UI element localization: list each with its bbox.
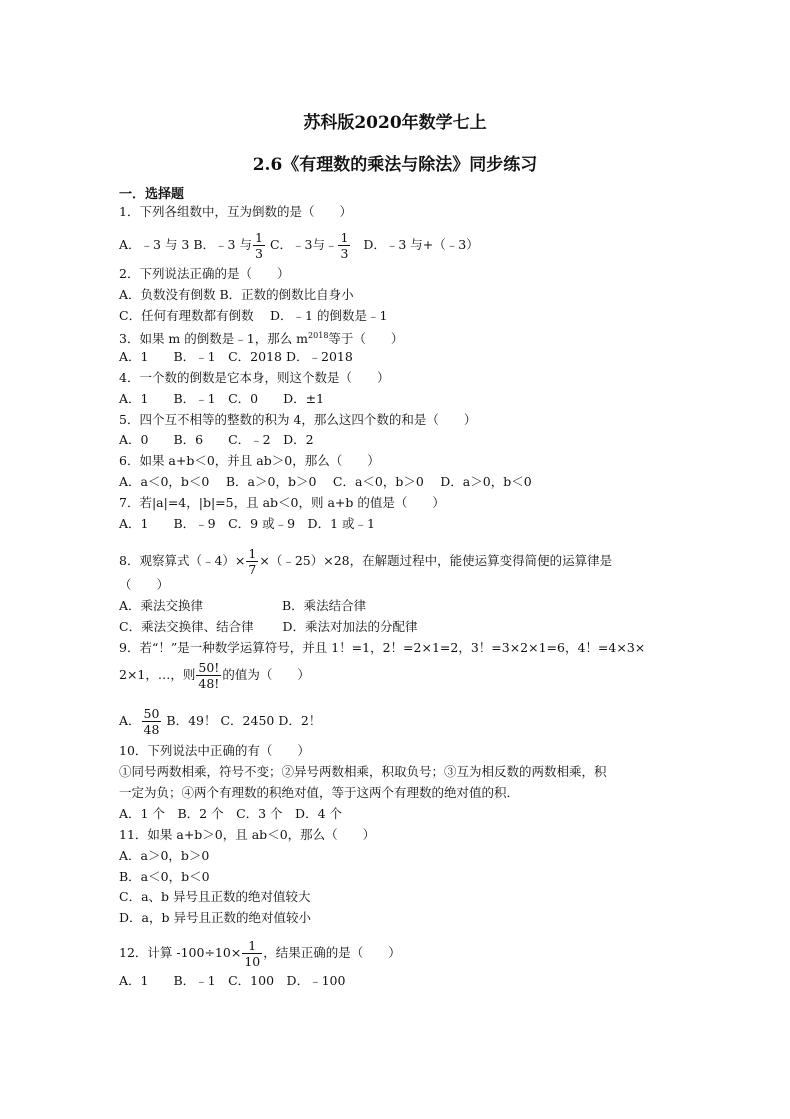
q12-stem: 12．计算 -100÷10× $\frac{1}{10}$ ，结果正确的是（ ） <box>119 938 401 969</box>
q9-stem-line2: 2×1，…，则 $\frac{50!}{48!}$ 的值为（ ） <box>119 660 310 691</box>
q7-options: A．1 B．﹣9 C．9 或﹣9 D．1 或﹣1 <box>119 516 375 531</box>
fraction: $\frac{1}{7}$ <box>248 546 257 577</box>
q10-statements-line1: ①同号两数相乘，符号不变；②异号两数相乘，积取负号；③互为相反数的两数相乘，积 <box>119 764 607 779</box>
q7-stem: 7．若|a|=4，|b|=5，且 ab＜0，则 a+b 的值是（ ） <box>119 495 445 510</box>
q10-statements-line2: 一定为负；④两个有理数的积绝对值，等于这两个有理数的绝对值的积． <box>119 785 520 800</box>
fraction: $\frac{1}{3}$ <box>340 230 349 261</box>
q2-options-line2: C．任何有理数都有倒数 D．﹣1 的倒数是﹣1 <box>119 308 388 323</box>
q8-options-line1: A．乘法交换律 B．乘法结合律 <box>119 598 367 613</box>
q2-stem: 2．下列说法正确的是（ ） <box>119 266 290 281</box>
q6-options: A．a＜0，b＜0 B．a＞0，b＞0 C．a＜0，b＞0 D．a＞0，b＜0 <box>119 474 532 489</box>
q3-stem: 3．如果 m 的倒数是﹣1，那么 $m^{2018}$等于（ ） <box>119 331 404 347</box>
q4-options: A．1 B．﹣1 C．0 D．±1 <box>119 391 325 406</box>
q8-options-line2: C．乘法交换律、结合律 D．乘法对加法的分配律 <box>119 619 418 634</box>
q8-stem: 8．观察算式（﹣4）× $\frac{1}{7}$ ×（﹣25）×28，在解题过程中，能使运算变得简便的运算律是 <box>119 546 613 577</box>
doc-subtitle: 2.6《有理数的乘法与除法》同步练习 <box>252 155 538 175</box>
q3-options: A．1 B．﹣1 C．2018 D．﹣2018 <box>119 349 353 364</box>
q8-blank: （ ） <box>119 577 170 592</box>
q11-option-a: A．a＞0，b＞0 <box>119 848 210 863</box>
q11-option-d: D．a，b 异号且正数的绝对值较小 <box>119 910 311 925</box>
q5-options: A．0 B．6 C．﹣2 D．2 <box>119 432 314 447</box>
q9-options: A． $\frac{50}{48}$ B．49！ C．2450 D．2！ <box>119 706 322 737</box>
q1-option-d: D．﹣3 与+（﹣3） <box>363 237 479 252</box>
q5-stem: 5．四个互不相等的整数的积为 4，那么这四个数的和是（ ） <box>119 412 477 427</box>
doc-title: 苏科版2020年数学七上 <box>303 113 487 133</box>
q4-stem: 4．一个数的倒数是它本身，则这个数是（ ） <box>119 370 390 385</box>
fraction: $\frac{50!}{48!}$ <box>198 660 220 691</box>
section-heading: 一．选择题 <box>119 187 185 202</box>
q11-option-c: C．a、b 异号且正数的绝对值较大 <box>119 889 311 904</box>
q1-option-a: A．﹣3 与 3 <box>119 237 190 252</box>
q12-options: A．1 B．﹣1 C．100 D．﹣100 <box>119 973 346 988</box>
fraction: $\frac{1}{10}$ <box>244 938 261 969</box>
q11-option-b: B．a＜0，b＜0 <box>119 869 210 884</box>
fraction: $\frac{1}{3}$ <box>255 230 263 261</box>
q11-stem: 11．如果 a+b＞0，且 ab＜0，那么（ ） <box>119 827 376 842</box>
fraction: $\frac{50}{48}$ <box>143 706 160 737</box>
q2-options-line1: A．负数没有倒数 B．正数的倒数比自身小 <box>119 287 354 302</box>
q10-stem: 10．下列说法中正确的有（ ） <box>119 743 310 758</box>
q1-options <box>119 230 479 261</box>
q1-stem: 1．下列各组数中，互为倒数的是（ ） <box>119 204 352 219</box>
q1-option-b: B．﹣3 与 $\frac{1}{3}$ <box>193 230 263 261</box>
q6-stem: 6．如果 a+b＜0，并且 ab＞0，那么（ ） <box>119 453 380 468</box>
q9-stem-line1: 9．若“！”是一种数学运算符号，并且 1！=1，2！=2×1=2，3！=3×2×1=6，4！=4×3× <box>119 640 646 655</box>
q1-option-c: C．﹣3与﹣ $\frac{1}{3}$ <box>269 230 349 261</box>
q10-options: A．1 个 B．2 个 C．3 个 D．4 个 <box>119 806 343 821</box>
